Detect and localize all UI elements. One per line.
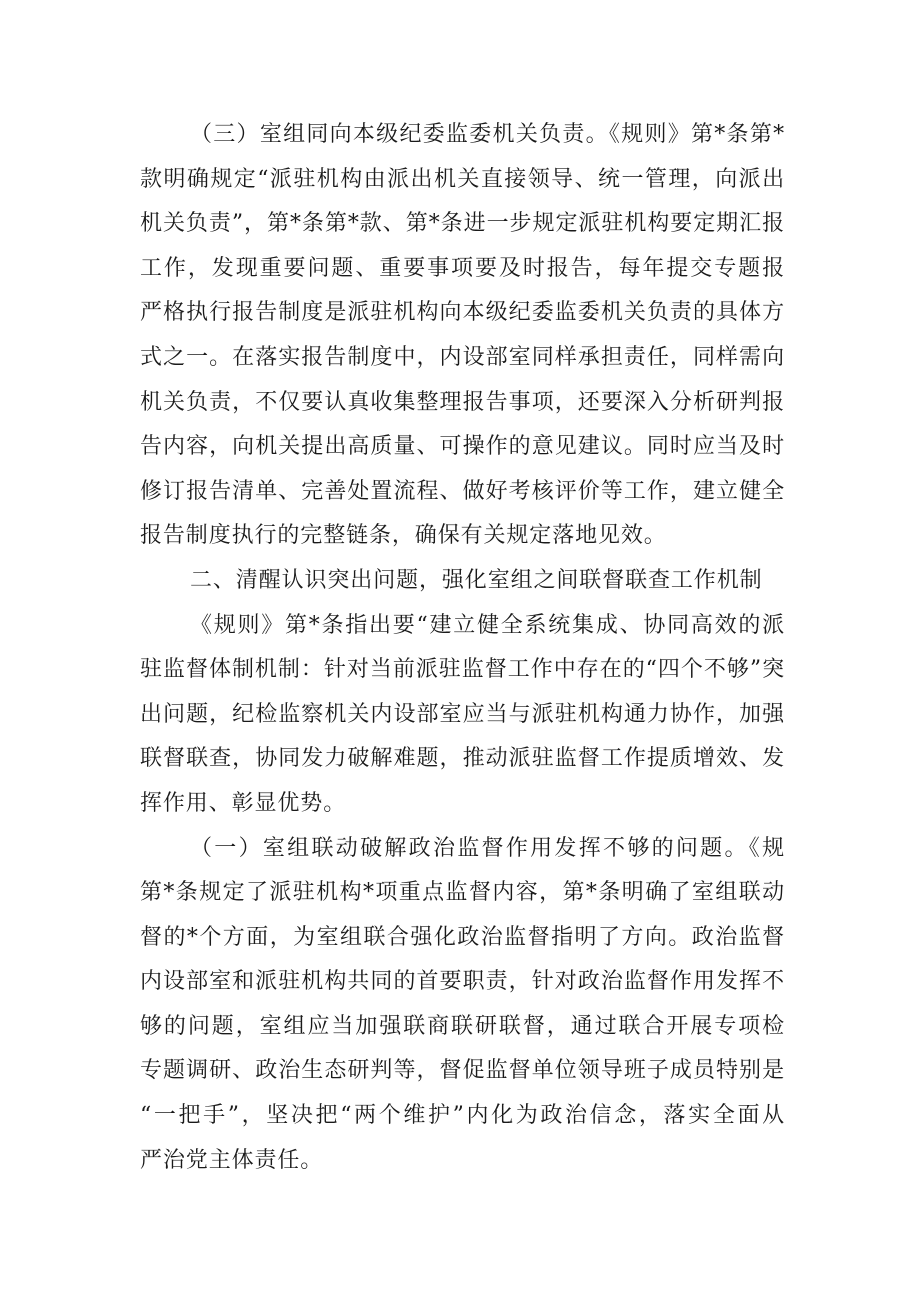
- paragraph-3-line-3: 督的*个方面，为室组联合强化政治监督指明了方向。政治监督: [140, 924, 785, 950]
- paragraph-1-line-4: 工作，发现重要问题、重要事项要及时报告，每年提交专题报: [140, 255, 785, 281]
- paragraph-2-line-4: 联督联查，协同发力破解难题，推动派驻监督工作提质增效、发: [140, 746, 785, 772]
- paragraph-1-line-6: 式之一。在落实报告制度中，内设部室同样承担责任，同样需向: [140, 344, 785, 370]
- paragraph-1-line-9: 修订报告清单、完善处置流程、做好考核评价等工作，建立健全: [140, 478, 785, 504]
- paragraph-1-line-3: 机关负责”，第*条第*款、第*条进一步规定派驻机构要定期汇报: [140, 211, 785, 237]
- paragraph-2-line-5: 挥作用、彰显优势。: [140, 790, 347, 816]
- paragraph-1-line-10: 报告制度执行的完整链条，确保有关规定落地见效。: [140, 523, 667, 549]
- paragraph-2-line-3: 出问题，纪检监察机关内设部室应当与派驻机构通力协作，加强: [140, 701, 785, 727]
- paragraph-1-line-2: 款明确规定“派驻机构由派出机关直接领导、统一管理，向派出: [140, 166, 785, 192]
- section-heading-2: 二、清醒认识突出问题，强化室组之间联督联查工作机制: [190, 567, 763, 593]
- paragraph-3-line-2: 第*条规定了派驻机构*项重点监督内容，第*条明确了室组联动: [140, 880, 785, 906]
- paragraph-1-line-8: 告内容，向机关提出高质量、可操作的意见建议。同时应当及时: [140, 434, 785, 460]
- paragraph-2-line-2: 驻监督体制机制：针对当前派驻监督工作中存在的“四个不够”突: [140, 657, 785, 683]
- paragraph-1-line-1: （三）室组同向本级纪委监委机关负责。《规则》第*条第*: [190, 122, 785, 147]
- paragraph-3-line-1: （一）室组联动破解政治监督作用发挥不够的问题。《规: [190, 835, 785, 861]
- paragraph-3-line-7: “一把手”，坚决把“两个维护”内化为政治信念，落实全面从: [140, 1103, 785, 1129]
- document-body: [140, 113, 785, 1183]
- paragraph-1-line-5: 严格执行报告制度是派驻机构向本级纪委监委机关负责的具体方: [140, 300, 785, 326]
- paragraph-3-line-4: 内设部室和派驻机构共同的首要职责，针对政治监督作用发挥不: [140, 969, 785, 995]
- paragraph-3-line-6: 专题调研、政治生态研判等，督促监督单位领导班子成员特别是: [140, 1058, 785, 1084]
- paragraph-2-line-1: 《规则》第*条指出要“建立健全系统集成、协同高效的派: [190, 612, 785, 638]
- paragraph-1-line-7: 机关负责，不仅要认真收集整理报告事项，还要深入分析研判报: [140, 389, 785, 415]
- paragraph-3-line-8: 严治党主体责任。: [140, 1147, 324, 1173]
- paragraph-3-line-5: 够的问题，室组应当加强联商联研联督，通过联合开展专项检: [140, 1013, 785, 1039]
